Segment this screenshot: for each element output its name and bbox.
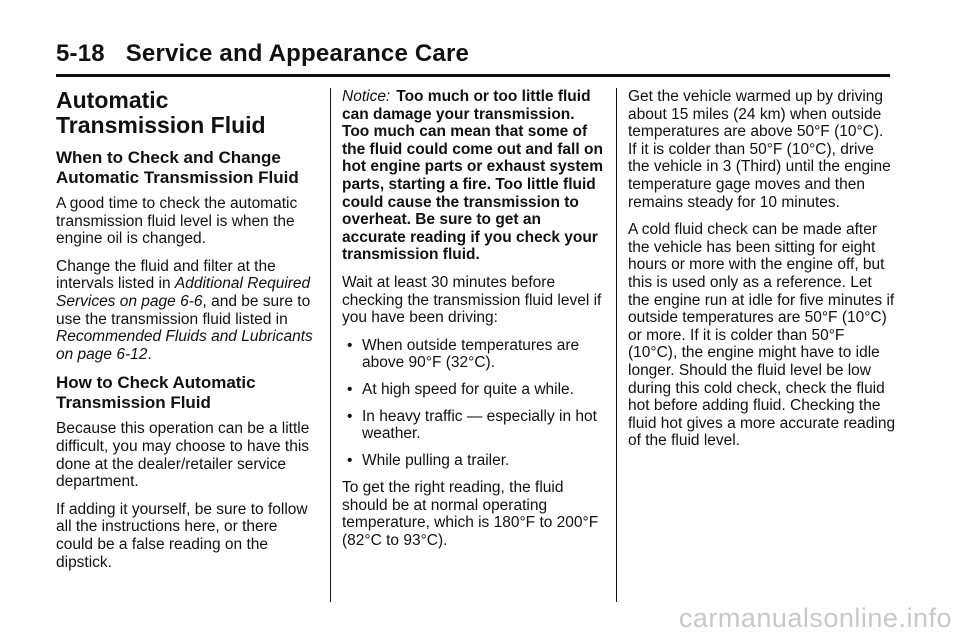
notice-paragraph — [342, 88, 604, 264]
recommended-fluids-reference: Recommended Fluids and Lubricants on page 6-12 — [56, 328, 313, 363]
notice-text: Too much or too little fluid can damage your transmission. Too much can mean that some of the fluid could come out and fall on hot engine parts or exhaust system parts, starting a fire. Too little fluid could cause the transmission to overheat. Be sure to get an accurate reading if you check your transmission fluid. — [342, 88, 603, 264]
notice-label: Notice: — [342, 88, 391, 105]
list-item — [342, 452, 604, 470]
column-1 — [56, 88, 318, 581]
how-paragraph-1: Because this operation can be a little difficult, you may choose to have this done at the dealer/retailer service department. — [56, 420, 310, 491]
when-paragraph-1: A good time to check the automatic transmission fluid level is when the engine oil is changed. — [56, 195, 298, 248]
when-p2-text-3: . — [147, 345, 152, 363]
how-paragraph-2: If adding it yourself, be sure to follow all the instructions here, or there could be a false reading on the dipstick. — [56, 500, 308, 571]
column-3 — [628, 88, 896, 460]
when-p2-text-1: Change the fluid and filter at the intervals listed in — [56, 257, 276, 293]
list-item-text: While pulling a trailer. — [362, 451, 510, 469]
when-paragraph-2 — [56, 258, 318, 364]
list-item — [342, 381, 604, 399]
column-divider-1 — [330, 88, 331, 602]
bullet-icon: • — [347, 336, 353, 354]
article-title: Automatic Transmission Fluid — [56, 87, 266, 138]
page-header — [56, 40, 469, 68]
list-item-text: When outside temperatures are above 90°F (32°C). — [362, 336, 580, 372]
reading-paragraph: To get the right reading, the fluid should be at normal operating temperature, which is 180°F to 200°F (82°C to 93°C). — [342, 479, 599, 550]
driving-conditions-list — [342, 337, 604, 470]
bullet-icon: • — [347, 407, 353, 425]
when-to-check-heading: When to Check and Change Automatic Transmission Fluid — [56, 148, 299, 187]
list-item-text: In heavy traffic — especially in hot weather. — [362, 407, 597, 443]
column-divider-2 — [616, 88, 617, 602]
column-2 — [342, 88, 604, 560]
wait-paragraph: Wait at least 30 minutes before checking the transmission fluid level if you have been driving: — [342, 273, 602, 327]
bullet-icon: • — [347, 451, 353, 469]
header-rule — [56, 74, 890, 77]
list-item — [342, 337, 604, 372]
bullet-icon: • — [347, 380, 353, 398]
list-item — [342, 408, 604, 443]
warm-up-paragraph: Get the vehicle warmed up by driving about 15 miles (24 km) when outside temperatures are above 50°F (10°C). If it is colder than 50°F (10°C), drive the vehicle in 3 (Third) until the engine temperature gage moves and then remains steady for 10 minutes. — [628, 88, 891, 211]
list-item-text: At high speed for quite a while. — [362, 380, 574, 398]
cold-check-paragraph: A cold fluid check can be made after the vehicle has been sitting for eight hours or more with the engine off, but this is used only as a reference. Let the engine run at idle for five minutes if outside temperatures are 50°F (10°C) or more. If it is colder than 50°F (10°C), the engine might have to idle longer. Should the fluid level be low during this cold check, check the fluid hot before adding fluid. Checking the fluid hot gives a more accurate reading of the fluid level. — [628, 221, 896, 450]
section-title: Service and Appearance Care — [125, 40, 470, 67]
when-p2-text-2: , and be sure to use the transmission fluid listed in — [56, 292, 311, 328]
additional-services-reference: Additional Required Services on page 6-6 — [56, 275, 311, 310]
how-to-check-heading: How to Check Automatic Transmission Fluid — [56, 373, 256, 412]
watermark-text: carmanualsonline.info — [678, 603, 952, 633]
page-number: 5-18 — [56, 40, 105, 67]
